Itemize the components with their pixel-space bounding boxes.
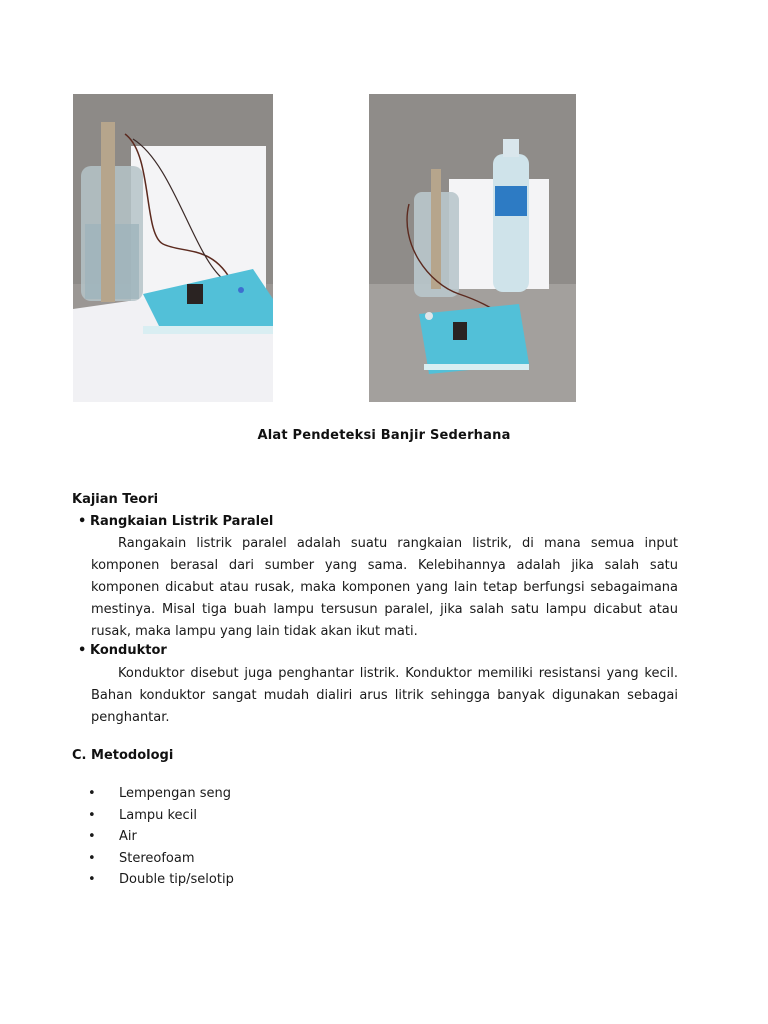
- subheading-konduktor: [78, 643, 167, 658]
- section-heading-metodologi: C. Metodologi: [72, 748, 174, 763]
- figure-caption: Alat Pendeteksi Banjir Sederhana: [257, 428, 511, 443]
- bullet-icon: •: [88, 829, 96, 845]
- list-item: [88, 786, 234, 808]
- photo-flood-detector-right: [369, 94, 576, 402]
- list-item: [88, 808, 234, 830]
- list-item-text: Double tip/selotip: [119, 872, 234, 888]
- bullet-icon: •: [88, 850, 96, 866]
- list-item: [88, 872, 234, 894]
- list-item-text: Air: [119, 829, 137, 845]
- section-heading-kajian-teori: Kajian Teori: [72, 492, 159, 507]
- bullet-icon: •: [88, 872, 96, 888]
- paragraph-konduktor: Konduktor disebut juga penghantar listrik. Konduktor memiliki resistansi yang kecil. Bahan konduktor sangat mudah dialiri arus litrik sehingga banyak digunakan sebagai penghantar.: [91, 666, 678, 725]
- subheading-rangkaian-listrik-paralel: [78, 514, 273, 529]
- list-item-text: Lampu kecil: [119, 807, 197, 823]
- subheading-label: Rangkaian Listrik Paralel: [90, 514, 274, 529]
- list-item-text: Stereofoam: [119, 850, 195, 866]
- subheading-label: Konduktor: [90, 643, 167, 658]
- list-item: [88, 851, 234, 873]
- photo-flood-detector-left: [73, 94, 273, 402]
- paragraph-rangkaian-listrik-paralel: Rangakain listrik paralel adalah suatu rangkaian listrik, di mana semua input komponen berasal dari sumber yang sama. Kelebihannya adalah jika salah satu komponen dicabut atau rusak, maka komponen yang lain tetap berfungsi sebagaimana mestinya. Misal tiga buah lampu tersusun paralel, jika salah satu lampu dicabut atau rusak, maka lampu yang lain tidak akan ikut mati.: [91, 536, 678, 639]
- bullet-icon: •: [78, 643, 87, 658]
- bullet-icon: •: [78, 514, 87, 529]
- materials-list: [88, 786, 234, 894]
- list-item-text: Lempengan seng: [119, 786, 232, 801]
- bullet-icon: •: [88, 786, 96, 801]
- list-item: [88, 829, 234, 851]
- bullet-icon: •: [88, 807, 96, 823]
